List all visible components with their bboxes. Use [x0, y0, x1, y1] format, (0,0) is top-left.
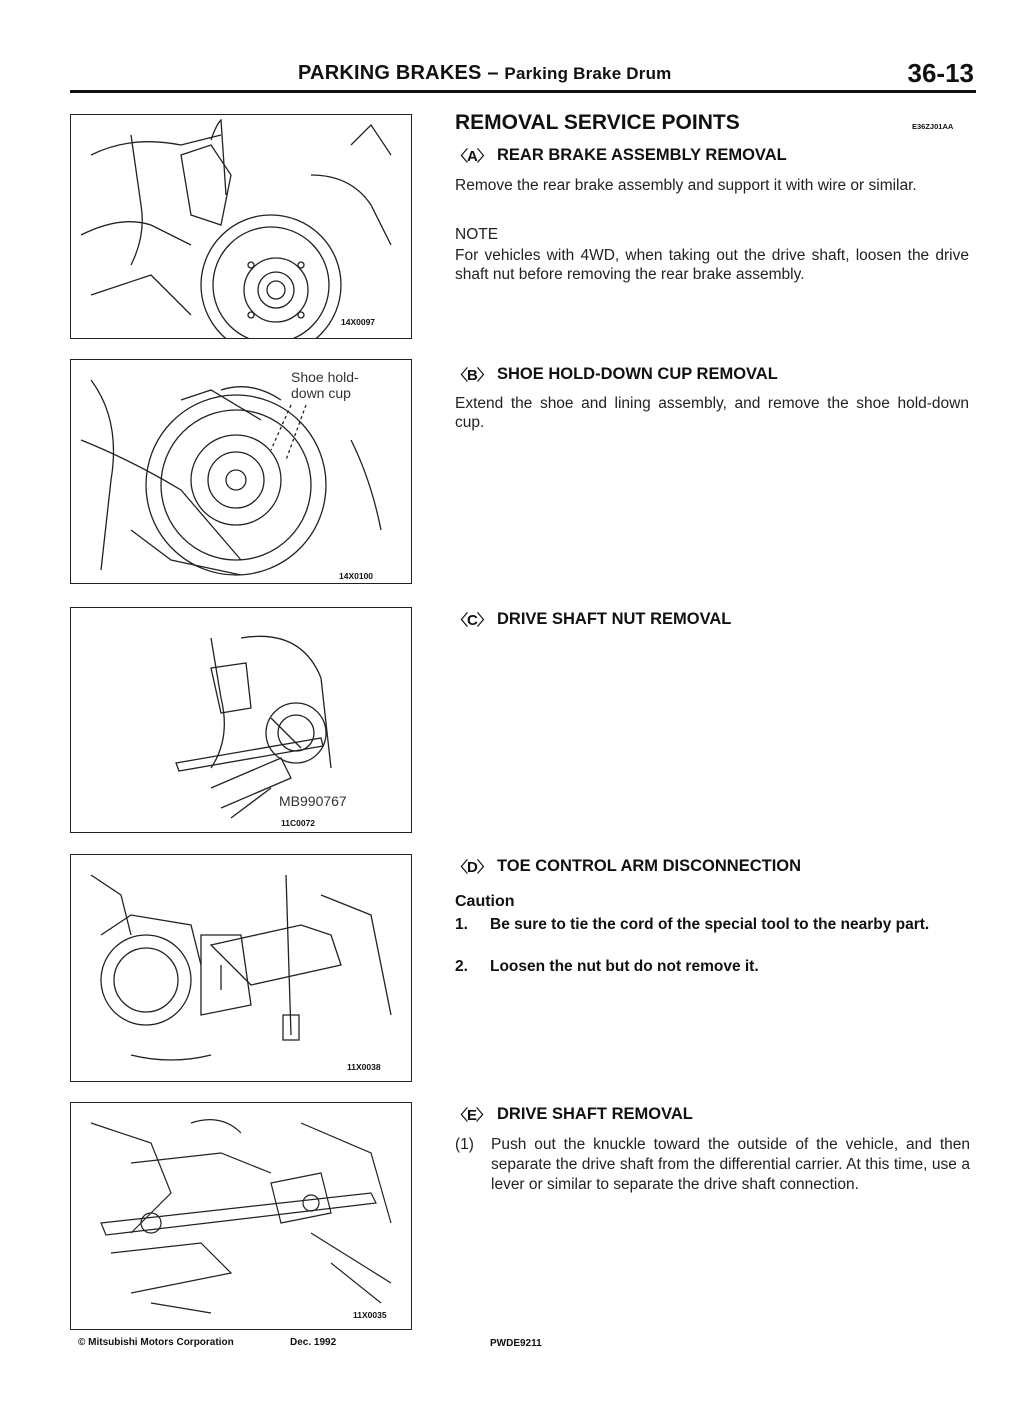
figure-callout: MB990767: [279, 793, 347, 809]
drive-shaft-removal-illustration: [71, 1103, 411, 1329]
step-b-text: Extend the shoe and lining assembly, and remove the shoe hold-down cup.: [455, 395, 969, 431]
caution-item-number: 2.: [455, 958, 468, 975]
step-a-title: REAR BRAKE ASSEMBLY REMOVAL: [497, 146, 787, 164]
step-a-text: Remove the rear brake assembly and support it with wire or similar.: [455, 177, 917, 194]
footer-doc-id: PWDE9211: [490, 1338, 542, 1349]
page-header-title: [298, 62, 671, 85]
toe-control-arm-illustration: [71, 855, 411, 1081]
header-rule: [70, 90, 976, 93]
step-e-title: DRIVE SHAFT REMOVAL: [497, 1105, 693, 1123]
footer-date: Dec. 1992: [290, 1337, 337, 1348]
step-c-title: DRIVE SHAFT NUT REMOVAL: [497, 610, 732, 628]
caution-item: [455, 957, 970, 976]
section-code: E36ZJ01AA: [912, 122, 954, 131]
step-e-item-text: Push out the knuckle toward the outside of the vehicle, and then separate the drive shaft from the differential carrier. At this time, use a lever or similar to separate the drive shaft connection.: [491, 1136, 970, 1193]
step-d-symbol: 〈D〉: [453, 859, 491, 876]
step-d-heading: [453, 856, 801, 877]
figure-code: 14X0097: [341, 317, 376, 327]
figure-code: 14X0100: [339, 571, 374, 581]
figure-shoe-hold-down-cup: [70, 359, 412, 584]
footer-copyright: © Mitsubishi Motors Corporation: [78, 1337, 234, 1348]
figure-drive-shaft-removal: [70, 1102, 412, 1330]
figure-toe-control-arm: [70, 854, 412, 1082]
header-title: PARKING BRAKES: [298, 62, 482, 84]
header-subtitle: Parking Brake Drum: [504, 64, 672, 83]
step-a-symbol: 〈A〉: [453, 148, 491, 165]
step-e-item-number: (1): [455, 1136, 474, 1153]
caution-item: [455, 915, 970, 934]
figure-drive-shaft-nut: [70, 607, 412, 833]
header-dash: –: [487, 62, 499, 84]
step-a-note-label: NOTE: [455, 226, 499, 243]
step-e-item: [455, 1135, 970, 1195]
figure-code: 11X0035: [353, 1310, 387, 1320]
step-e-symbol: 〈E〉: [453, 1107, 491, 1124]
figure-code: 11X0038: [347, 1062, 381, 1072]
step-b-symbol: 〈B〉: [453, 367, 491, 384]
caution-item-number: 1.: [455, 916, 468, 933]
caution-label: Caution: [455, 893, 515, 910]
rear-brake-illustration: [71, 115, 411, 338]
drive-shaft-nut-illustration: [71, 608, 411, 832]
figure-rear-brake-assembly: [70, 114, 412, 339]
step-e-heading: [453, 1104, 693, 1125]
step-b-title: SHOE HOLD-DOWN CUP REMOVAL: [497, 365, 778, 383]
step-a-heading: [453, 145, 787, 166]
step-c-symbol: 〈C〉: [453, 612, 491, 629]
caution-item-text: Be sure to tie the cord of the special tool to the nearby part.: [490, 916, 930, 933]
section-heading: REMOVAL SERVICE POINTS: [455, 111, 740, 134]
step-d-title: TOE CONTROL ARM DISCONNECTION: [497, 857, 802, 875]
step-b-heading: [453, 364, 778, 385]
step-c-heading: [453, 609, 731, 630]
figure-callout: Shoe hold-down cup: [291, 369, 359, 401]
page-number: 36-13: [907, 58, 974, 88]
caution-item-text: Loosen the nut but do not remove it.: [490, 958, 759, 975]
figure-code: 11C0072: [281, 818, 316, 828]
step-a-note-text: For vehicles with 4WD, when taking out the drive shaft, loosen the drive shaft nut before removing the rear brake assembly.: [455, 247, 969, 283]
